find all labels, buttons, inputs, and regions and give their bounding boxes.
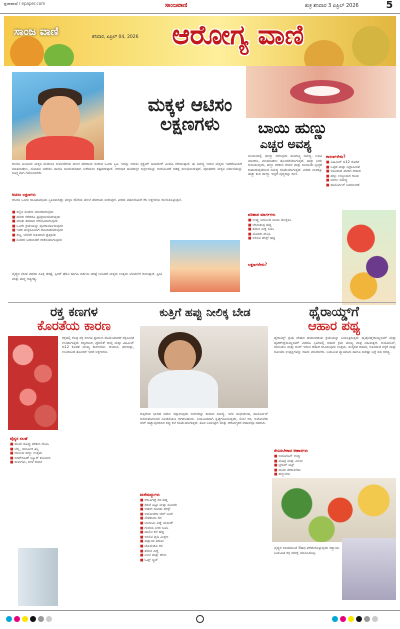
- registration-dot: [356, 616, 362, 622]
- mouth-question-1: ಕಾರಣಗಳೇನು?: [326, 154, 346, 159]
- woman-clothing: [148, 370, 218, 408]
- list-item: ■ ಜೇನುತುಪ್ಪ ಹಚ್ಚಿ: [248, 223, 340, 228]
- source-label: ಪ್ರಜಾವಾಣಿ / epaper.com: [4, 1, 46, 6]
- list-item: ■ ದಾಳಿಂಬೆ ಹಣ್ಣು ಉತ್ತಮ: [10, 451, 136, 456]
- registration-dot: [340, 616, 346, 622]
- vegetable-image: [44, 44, 74, 66]
- list-item: ■ ಬೀಟ್‌ರೂಟ್ ಜ್ಯೂಸ್ ಕುಡಿಯಿರಿ: [10, 456, 136, 461]
- list-item: ■ ಶಬ್ದ, ಬೆಳಕಿಗೆ ಅತಿಯಾದ ಪ್ರತಿಕ್ರಿಯೆ: [12, 233, 142, 238]
- list-item: ■ ಹೆಸರು ಕರೆದರೂ ಪ್ರತಿಕ್ರಿಯಿಸದಿರುವುದು: [12, 215, 142, 220]
- list-item: ■ ಅರಿಶಿನ ಪುಡಿ ಮಿಶ್ರಣ: [140, 535, 268, 540]
- thyroid-subhead: ಸೇವಿಸಬೇಕಾದ ಆಹಾರಗಳು: [274, 448, 308, 453]
- list-item: ■ ನಿಂಬೆ ಮತ್ತು ಜೇನು: [140, 553, 268, 558]
- registration-dot: [372, 616, 378, 622]
- list-item: ■ ಕಡಲೆ ಹಿಟ್ಟು ಮತ್ತು ಮೊಸರು: [140, 503, 268, 508]
- list-item: ■ ಗುಲಾಬಿ ನೀರು ಬಳಸಿ: [140, 526, 268, 531]
- list-item: ■ ಅರಿಶಿನ ಪೇಸ್ಟ್ ಹಚ್ಚಿ: [248, 236, 340, 241]
- blood-headline: [14, 306, 134, 334]
- autism-subhead: ಆಟಿಸಂ ಲಕ್ಷಣಗಳು: [12, 192, 36, 197]
- issue-date: ಶುಕ್ರ ಶನಿವಾರ 3 ಏಪ್ರಿಲ್ 2026: [305, 3, 359, 9]
- section-headline: ಆರೋಗ್ಯ ವಾಣಿ: [172, 20, 304, 51]
- orange-image: [10, 36, 44, 66]
- teeth-shape: [304, 86, 340, 96]
- blood-cells-photo: [8, 336, 58, 430]
- child-face: [40, 96, 80, 140]
- list-item: ■ ಹಸಿರು ಸೊಪ್ಪು ತರಕಾರಿ ಸೇವಿಸಿ: [10, 442, 136, 447]
- page-number: 5: [386, 0, 393, 11]
- section-logo: [14, 20, 72, 38]
- mouth-headline-line2: ಎಚ್ಚರ ಅವಶ್ಯ: [260, 137, 312, 151]
- list-item: ■ ಅಯೋಡಿನ್ ಉಪ್ಪು: [274, 454, 396, 459]
- list-item: ■ ಅಡುಗೆ ಸೋಡಾ ಪೇಸ್ಟ್: [140, 507, 268, 512]
- list-item: ■ ಸೌತೆಕಾಯಿ ರಸ: [140, 516, 268, 521]
- autism-intro: ಆಟಿಸಂ ಎಂಬುದು ಮಕ್ಕಳ ಮೆದುಳಿನ ಬೆಳವಣಿಗೆಯ ಮೇಲೆ ಪರಿಣಾಮ ಬೀರುವ ಒಂದು ಸ್ಥಿತಿ. ಇದನ್ನು ಆಟಿಸಂ ಸ್ಪೆಕ್ಟ್ರಮ್ ಡಿಸಾರ್ಡರ್ ಎಂದೂ ಕರೆಯುತ್ತಾರೆ. ಈ ಸಮಸ್ಯೆ ಇರುವ ಮಕ್ಕಳು ಇತರರೊಂದಿಗೆ ಮಾತನಾಡಲು, ಸಂವಹನ ನಡೆಸಲು ಹಾಗೂ ಸಾಮಾಜಿಕವಾಗಿ ಬೆರೆಯಲು ಕಷ್ಟಪಡುತ್ತಾರೆ. ಆರಂಭಿಕ ಹಂತದಲ್ಲೇ ಲಕ್ಷಣಗಳನ್ನು ಗುರುತಿಸಿದರೆ ಚಿಕಿತ್ಸೆ ಸುಲಭವಾಗುತ್ತದೆ. ಪೋಷಕರು ಮಕ್ಕಳ ವರ್ತನೆಯನ್ನು ಸೂಕ್ಷ್ಮವಾಗಿ ಗಮನಿಸಬೇಕು.: [12, 162, 242, 176]
- fruit-image: [304, 40, 344, 66]
- color-registration-left: [6, 616, 52, 622]
- autism-symptom-list: [12, 210, 142, 270]
- list-item: ■ ಇತರ ಮಕ್ಕಳೊಂದಿಗೆ ಆಟವಾಡದಿರುವುದು: [12, 228, 142, 233]
- child-photo: [12, 72, 104, 160]
- water-glass-photo: [18, 548, 58, 606]
- mouth-body: ಬಾಯಿಯಲ್ಲಿ ಹುಣ್ಣು ಆಗುವುದು ಸಾಮಾನ್ಯ ಸಮಸ್ಯೆ. ಊಟ ಮಾಡಲು, ಮಾತನಾಡಲು ತೊಂದರೆಯಾಗುತ್ತದೆ. ಹೆಚ್ಚು ನೀರು ಕುಡಿಯುವುದು, ಹಣ್ಣು ತರಕಾರಿ ಸೇವನೆ ಮತ್ತು ಬಾಯಿಯ ಸ್ವಚ್ಛತೆ ಕಾಪಾಡುವುದರಿಂದ ಸಮಸ್ಯೆ ಕಡಿಮೆಯಾಗುತ್ತದೆ. ಎರಡು ವಾರಕ್ಕೂ ಹೆಚ್ಚು ಕಾಲ ಹುಣ್ಣು ಇದ್ದರೆ ವೈದ್ಯರನ್ನು ಕಾಣಿ.: [248, 154, 322, 177]
- thyroid-headline-line1: ಥೈರಾಯ್ಡ್‌ಗೆ: [309, 305, 359, 320]
- blood-headline-line1: ರಕ್ತ ಕಣಗಳ: [50, 305, 98, 320]
- blood-headline-line2: ಕೊರತೆಯ ಕಾರಣ: [37, 319, 111, 334]
- autism-body: ಆಟಿಸಂ ಒಂದು ಜೀವಿತಾವಧಿಯ ಸ್ಥಿತಿಯಾಗಿದ್ದು ಮಕ್ಕಳ ಕಲಿಕೆಯ ಮೇಲೆ ಪರಿಣಾಮ ಬೀರುತ್ತದೆ. ಎರಡು ವರ್ಷದೊಳಗೆ ಕೆಲ ಲಕ್ಷಣಗಳು ಕಾಣಿಸಿಕೊಳ್ಳುತ್ತವೆ.: [12, 198, 182, 202]
- list-item: ■ ಮೊಟ್ಟೆ ಮತ್ತು ಮೀನು: [274, 459, 396, 464]
- woman-neck-photo: [342, 538, 396, 600]
- list-item: ■ ಹಲ್ಲು ಉಜ್ಜುವಾಗ ಗಾಯ: [326, 174, 394, 179]
- blood-subhead: ವೈದ್ಯರ ಸಲಹೆ: [10, 436, 28, 441]
- salad-bowl-photo: [272, 478, 396, 542]
- fruit-bowl-photo: [342, 210, 396, 305]
- section-banner: [4, 16, 396, 66]
- thyroid-headline: [274, 306, 394, 334]
- registration-dot: [14, 616, 20, 622]
- neck-subhead: ಮನೆಮದ್ದುಗಳು: [140, 492, 160, 497]
- mouth-question-2: ಲಕ್ಷಣಗಳೇನು?: [248, 262, 268, 267]
- neck-body: ಕುತ್ತಿಗೆಯ ಭಾಗದ ಚರ್ಮ ಕಪ್ಪಾಗುವುದು ಅನೇಕರನ್ನು ಕಾಡುವ ಸಮಸ್ಯೆ. ಇದು ಮಧುಮೇಹ, ಹಾರ್ಮೋನ್ ಅಸಮತೋಲನದ ಸೂಚನೆಯೂ ಆಗಿರಬಹುದು. ನಿಯಮಿತವಾಗಿ ಸ್ವಚ್ಛಗೊಳಿಸುವುದು, ಲಿಂಬೆ ರಸ, ಅಲೋವೆರಾ ಜೆಲ್ ಹಚ್ಚುವುದರಿಂದ ಕಪ್ಪು ಕಲೆ ಕಡಿಮೆಯಾಗುತ್ತದೆ. ತೂಕ ನಿಯಂತ್ರಣ ಮತ್ತು ಆರೋಗ್ಯಕರ ಆಹಾರವೂ ಸಹಕಾರಿ.: [140, 412, 268, 426]
- list-item: ■ ಬೆಲ್ಲ, ಖರ್ಜೂರ ತಿನ್ನಿ: [10, 447, 136, 452]
- registration-dot: [6, 616, 12, 622]
- thyroid-headline-line2: ಆಹಾರ ಪಥ್ಯ: [307, 319, 361, 334]
- thyroid-body: ಥೈರಾಯ್ಡ್ ಗ್ರಂಥಿ ದೇಹದ ಚಯಾಪಚಯ ಕ್ರಿಯೆಯನ್ನು ನಿಯಂತ್ರಿಸುತ್ತದೆ. ಹೈಪೋಥೈರಾಯ್ಡಿಸಮ್ ಮತ್ತು ಹೈಪರ್‌ಥೈರಾಯ್ಡಿಸಮ್ ಎರಡೂ ಸ್ಥಿತಿಗಳಲ್ಲಿ ಆಹಾರ ಕ್ರಮ ಮುಖ್ಯ ಪಾತ್ರ ವಹಿಸುತ್ತದೆ. ಅಯೋಡಿನ್, ಸೆಲೆನಿಯಂ ಮತ್ತು ಜಿಂಕ್ ಇರುವ ಆಹಾರ ಸೇವಿಸುವುದು ಉತ್ತಮ. ಸಂಸ್ಕರಿತ ಆಹಾರ, ಅತಿಯಾದ ಸಕ್ಕರೆ ಮತ್ತು ಸೋಯಾ ಉತ್ಪನ್ನಗಳನ್ನು ಕಡಿಮೆ ಮಾಡಬೇಕು. ನಿಯಮಿತ ವ್ಯಾಯಾಮ ಹಾಗೂ ಸಾಕಷ್ಟು ನಿದ್ರೆ ಸಹ ಅಗತ್ಯ.: [274, 336, 396, 354]
- registration-dot: [332, 616, 338, 622]
- list-item: ■ ಓಟ್ಸ್ ಸ್ಕ್ರಬ್: [140, 558, 268, 563]
- autism-conclusion: ವೈದ್ಯರ ಸಲಹೆ ಪಡೆದು ಸೂಕ್ತ ಚಿಕಿತ್ಸೆ, ಸ್ಪೀಚ್ ಥೆರಪಿ ಹಾಗೂ ವರ್ತನಾ ಚಿಕಿತ್ಸೆ ನೀಡಿದರೆ ಮಕ್ಕಳು ಉತ್ತಮ ಬೆಳವಣಿಗೆ ಕಾಣುತ್ತಾರೆ. ಪ್ರೀತಿ ಮತ್ತು ತಾಳ್ಮೆ ಅತ್ಯಗತ್ಯ.: [12, 272, 162, 281]
- list-item: ■ ಜೀರ್ಣ ಸಮಸ್ಯೆ: [326, 178, 394, 183]
- registration-dot: [348, 616, 354, 622]
- list-item: ■ ಹಣ್ಣುಗಳು: [274, 472, 396, 477]
- color-registration-right: [332, 616, 378, 622]
- corn-image: [352, 26, 390, 66]
- registration-dot: [38, 616, 44, 622]
- banner-dateline: ಶನಿವಾರ, ಏಪ್ರಿಲ್ 04, 2026: [92, 35, 139, 40]
- list-item: ■ ಒತ್ತಡ ಮತ್ತು ನಿದ್ರಾಹೀನತೆ: [326, 165, 394, 170]
- registration-crosshair: [196, 615, 204, 623]
- list-item: ■ ಹಾರ್ಮೋನ್ ಬದಲಾವಣೆ: [326, 183, 394, 188]
- registration-dot: [364, 616, 370, 622]
- list-item: ■ ಒಂದೇ ಕ್ರಿಯೆಯನ್ನು ಪುನರಾವರ್ತಿಸುವುದು: [12, 224, 142, 229]
- list-item: ■ ಹಾಲಿನ ಕೆನೆ ಹಚ್ಚಿ: [140, 530, 268, 535]
- autism-headline: ಮಕ್ಕಳ ಆಟಿಸಂ ಲಕ್ಷಣಗಳು: [147, 95, 233, 135]
- mouth-remedy-subhead: ಪರಿಹಾರ ಮಾರ್ಗಗಳು: [248, 212, 276, 217]
- logo-text: ಸಾಂಜ ವಾಣಿ: [14, 25, 59, 38]
- mouth-headline: ಬಾಯಿ ಹುಣ್ಣು: [258, 119, 328, 137]
- woman-face: [164, 340, 196, 374]
- list-item: ■ ಬ್ರೆಜಿಲ್ ನಟ್ಸ್: [274, 463, 396, 468]
- list-item: ■ ಅತಿಯಾದ ಖಾರದ ಆಹಾರ: [326, 169, 394, 174]
- woman-photo: [140, 326, 268, 408]
- list-item: ■ ಕಣ್ಣಿನ ಸಂಪರ್ಕ ಮಾಡದಿರುವುದು: [12, 210, 142, 215]
- thyroid-food-list: [274, 454, 396, 478]
- list-item: ■ ಆಲೂಗಡ್ಡೆ ರಸ ಹಚ್ಚಿ: [140, 498, 268, 503]
- mouth-photo: [246, 66, 396, 118]
- neck-headline: ಕುತ್ತಿಗೆ ಹಪ್ಪು ನೀಲಿಕ್ಕ ಬೇಡ: [159, 306, 251, 319]
- list-item: ■ ಟೊಮೆಟೊ ರಸ: [140, 544, 268, 549]
- list-item: ■ ತೆಂಗಿನ ಎಣ್ಣೆ: [140, 549, 268, 554]
- neck-remedy-list: [140, 498, 268, 606]
- mouth-remedy-list: [248, 218, 340, 258]
- list-item: ■ ತೆಂಗಿನ ಎಣ್ಣೆ ಬಳಸಿ: [248, 227, 340, 232]
- blood-body: ರಕ್ತದಲ್ಲಿ ಕೆಂಪು ರಕ್ತ ಕಣಗಳ ಪ್ರಮಾಣ ಕಡಿಮೆಯಾದರೆ ರಕ್ತಹೀನತೆ ಉಂಟಾಗುತ್ತದೆ. ಕಬ್ಬಿಣಾಂಶ, ಫೋಲಿಕ್ ಆಮ್ಲ ಮತ್ತು ವಿಟಮಿನ್ ಬಿ12 ಕೊರತೆ ಮುಖ್ಯ ಕಾರಣಗಳು. ಆಯಾಸ, ತಲೆಸುತ್ತು, ಉಸಿರಾಟದ ತೊಂದರೆ ಇದರ ಲಕ್ಷಣಗಳು.: [62, 336, 134, 354]
- list-item: ■ ದಿನಚರಿ ಬದಲಾದರೆ ಕಿರಿಕಿರಿಯಾಗುವುದು: [12, 238, 142, 243]
- masthead: ಸಾಂಜವಾಣಿ: [165, 2, 188, 9]
- mouth-cause-list: [326, 160, 394, 208]
- registration-dot: [30, 616, 36, 622]
- list-item: ■ ಉಪ್ಪು ನೀರಿನಿಂದ ಬಾಯಿ ಮುಕ್ಕಳಿಸಿ: [248, 218, 340, 223]
- list-item: ■ ಬಾದಾಮಿ ಎಣ್ಣೆ ಮಸಾಜ್: [140, 521, 268, 526]
- list-item: ■ ವಿಟಮಿನ್ ಬಿ12 ಕೊರತೆ: [326, 160, 394, 165]
- child-shirt: [26, 136, 94, 160]
- thyroid-conclusion: ವೈದ್ಯರ ಸಲಹೆಯಂತೆ ಔಷಧ ತೆಗೆದುಕೊಳ್ಳುವುದು ಕಡ್ಡಾಯ. ನಿಯಮಿತ ರಕ್ತ ಪರೀಕ್ಷೆ ಮಾಡಿಸಿಕೊಳ್ಳಿ.: [274, 546, 340, 555]
- list-item: ■ ಮೊಸರು ಸೇವಿಸಿ: [248, 232, 340, 237]
- registration-dot: [46, 616, 52, 622]
- children-playing-photo: [170, 240, 240, 292]
- registration-dot: [22, 616, 28, 622]
- top-bar: [0, 0, 400, 14]
- list-item: ■ ಕಾಳುಗಳು, ಬೇಳೆ ಸೇವನೆ: [10, 460, 136, 465]
- list-item: ■ ಪಪ್ಪಾಯ ತಿರುಳು: [140, 539, 268, 544]
- print-footer: [0, 610, 400, 629]
- list-item: ■ ಹಸಿರು ತರಕಾರಿಗಳು: [274, 468, 396, 473]
- section-divider: [8, 302, 396, 303]
- list-item: ■ ಮಾತು ತಡವಾಗಿ ಆರಂಭವಾಗುವುದು: [12, 219, 142, 224]
- blood-tips-list: [10, 442, 136, 542]
- list-item: ■ ಅಲೋವೆರಾ ಜೆಲ್ ಬಳಕೆ: [140, 512, 268, 517]
